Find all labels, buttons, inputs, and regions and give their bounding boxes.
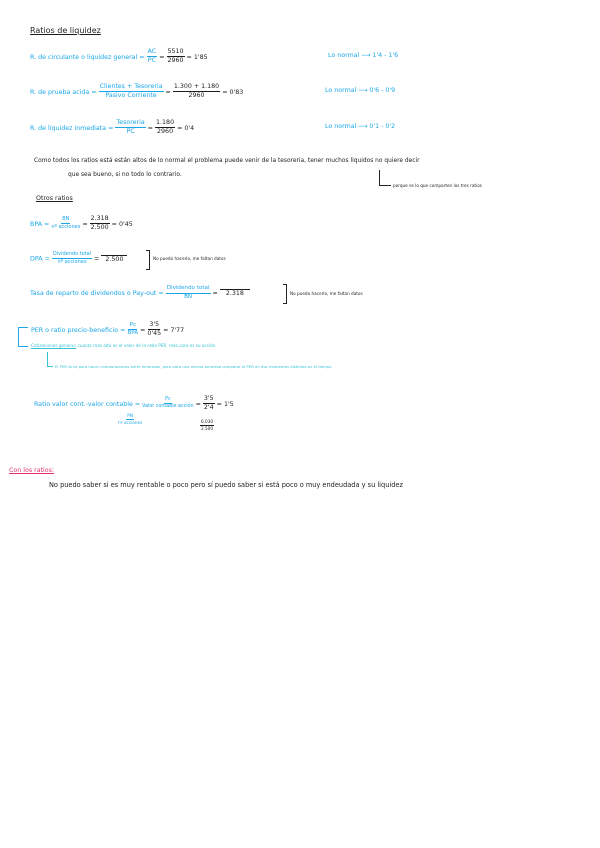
valor-contable-subvalues: $\frac{6.030}{2.500}$: [201, 419, 213, 432]
connector-line: [18, 327, 28, 328]
ratio-formula: $\frac{\text{Dividendo total}}{BN}$: [166, 285, 210, 300]
ratio-result: 1'5: [223, 400, 234, 408]
ratio-label: R. de circulante o liquidez general =: [30, 53, 145, 61]
arrow-icon: ⟶: [358, 87, 368, 94]
per-note-2: El PER sirve para hacer comparaciones entre empresas, pero para una misma empresa comparar el PER en dos momentos distintos en el tiempo: [55, 364, 332, 369]
ratio-label: R. de prueba acida =: [30, 88, 97, 96]
analysis-paragraph-line2: que sea bueno, si no todo lo contrario.: [68, 172, 182, 178]
ratio-values: $\frac{3'5}{0'45}$: [147, 321, 162, 338]
connector-line: [47, 352, 48, 366]
ratio-result: 0'45: [118, 220, 133, 228]
paragraph-side-note: porque es lo que comparten los tres ratios: [393, 183, 482, 188]
ratio-row-prueba-acida: R. de prueba acida = $\frac{\text{Clientes + Tesoreria}}{\text{Pasivo Corriente}}$ = $\frac{1.300 + 1.180}{2960}$ = 0'83: [30, 83, 244, 100]
ratio-result: 7'77: [170, 326, 185, 334]
ratio-row-payout: Tasa de reparto de dividendos o Pay-out = $\frac{\text{Dividendo total}}{BN}$ = 2.318: [30, 286, 250, 300]
brace: [283, 284, 287, 304]
ratio-values: 2.500: [101, 254, 127, 263]
arrow-icon: ⟶: [358, 123, 368, 130]
ratio-formula: $\frac{Pc}{\text{Valor contable acción}}$: [142, 396, 194, 410]
ratio-values: 2.318: [220, 288, 250, 297]
normal-range-circulante: Lo normal ⟶ 1'4 - 1'6: [328, 52, 399, 59]
ratio-values: $\frac{1.300 + 1.180}{2960}$: [173, 83, 220, 100]
ratio-label: R. de liquidez inmediata =: [30, 124, 114, 132]
ratio-row-bpa: BPA = $\frac{BN}{\text{nº acciones}}$ = $\frac{2.318}{2.500}$ = 0'45: [30, 215, 133, 232]
brace: [146, 250, 150, 270]
connector-line: [18, 327, 19, 346]
valor-contable-subformula: $\frac{PN}{\text{nº acciones}}$: [118, 413, 143, 426]
connector-line: [18, 346, 28, 347]
normal-range-prueba-acida: Lo normal ⟶ 0'6 - 0'9: [325, 87, 396, 94]
ratio-formula: $\frac{Pc}{\text{BPA}}$: [127, 321, 139, 337]
payout-note: No puedo hacerlo, me faltan datos: [290, 291, 363, 296]
dpa-note: No puedo hacerlo, me faltan datos: [153, 256, 226, 261]
ratio-row-dpa: DPA = $\frac{\text{Dividendo total}}{\text{nº acciones}}$ = 2.500: [30, 252, 127, 265]
ratio-values: $\frac{5510}{2960}$: [167, 48, 184, 65]
ratio-row-liquidez-inmediata: R. de liquidez inmediata = $\frac{\text{Tesoreria}}{PC}$ = $\frac{1.180}{2960}$ = 0'4: [30, 119, 195, 136]
analysis-paragraph-line1: Como todos los ratios está están altos de lo normal el problema puede venir de la tesoreria, tener muchos liquidos no quiere decir: [34, 158, 420, 164]
conclusion-text: No puedo saber si es muy rentable o poco pero sí puedo saber si está poco o muy endeudada y su liquidez: [49, 481, 403, 489]
ratio-values: $\frac{1.180}{2960}$: [156, 119, 175, 136]
ratio-result: 0'4: [184, 124, 195, 132]
ratio-result: 1'85: [193, 53, 208, 61]
connector-line: [47, 366, 53, 367]
ratio-values: $\frac{2.318}{2.500}$: [90, 215, 109, 232]
ratio-formula: $\frac{\text{Clientes + Tesoreria}}{\text{Pasivo Corriente}}$: [99, 83, 163, 100]
per-note: Cotizaciones general: cuanto más alto es el valor de la ratio PER, más cara es su acción: [31, 343, 216, 348]
connector-line: [379, 185, 391, 186]
page-title: Ratios de liquidez: [30, 26, 101, 35]
normal-range-liquidez-inmediata: Lo normal ⟶ 0'1 - 0'2: [325, 123, 396, 130]
ratio-row-per: PER o ratio precio-beneficio = $\frac{Pc}{\text{BPA}}$ = $\frac{3'5}{0'45}$ = 7'77: [31, 321, 185, 338]
arrow-icon: ⟶: [361, 52, 371, 59]
section-heading-otros: Otros ratios: [36, 195, 73, 202]
ratio-formula: $\frac{AC}{PC}$: [147, 48, 157, 65]
connector-line: [379, 170, 380, 186]
ratio-formula: $\frac{BN}{\text{nº acciones}}$: [51, 216, 81, 231]
ratio-formula: $\frac{\text{Dividendo total}}{\text{nº acciones}}$: [52, 251, 92, 265]
conclusion-heading: Con los ratios:: [9, 467, 55, 474]
ratio-row-circulante: R. de circulante o liquidez general = $\frac{AC}{PC}$ = $\frac{5510}{2960}$ = 1'85: [30, 48, 208, 65]
ratio-result: 0'83: [229, 88, 244, 96]
ratio-formula: $\frac{\text{Tesoreria}}{PC}$: [116, 119, 145, 136]
ratio-row-valor-contable: Ratio valor cont.-valor contable = $\frac{Pc}{\text{Valor contable acción}}$ = $\frac{3'5}{2'4}$ = 1'5: [34, 395, 234, 412]
ratio-values: $\frac{3'5}{2'4}$: [203, 395, 214, 412]
